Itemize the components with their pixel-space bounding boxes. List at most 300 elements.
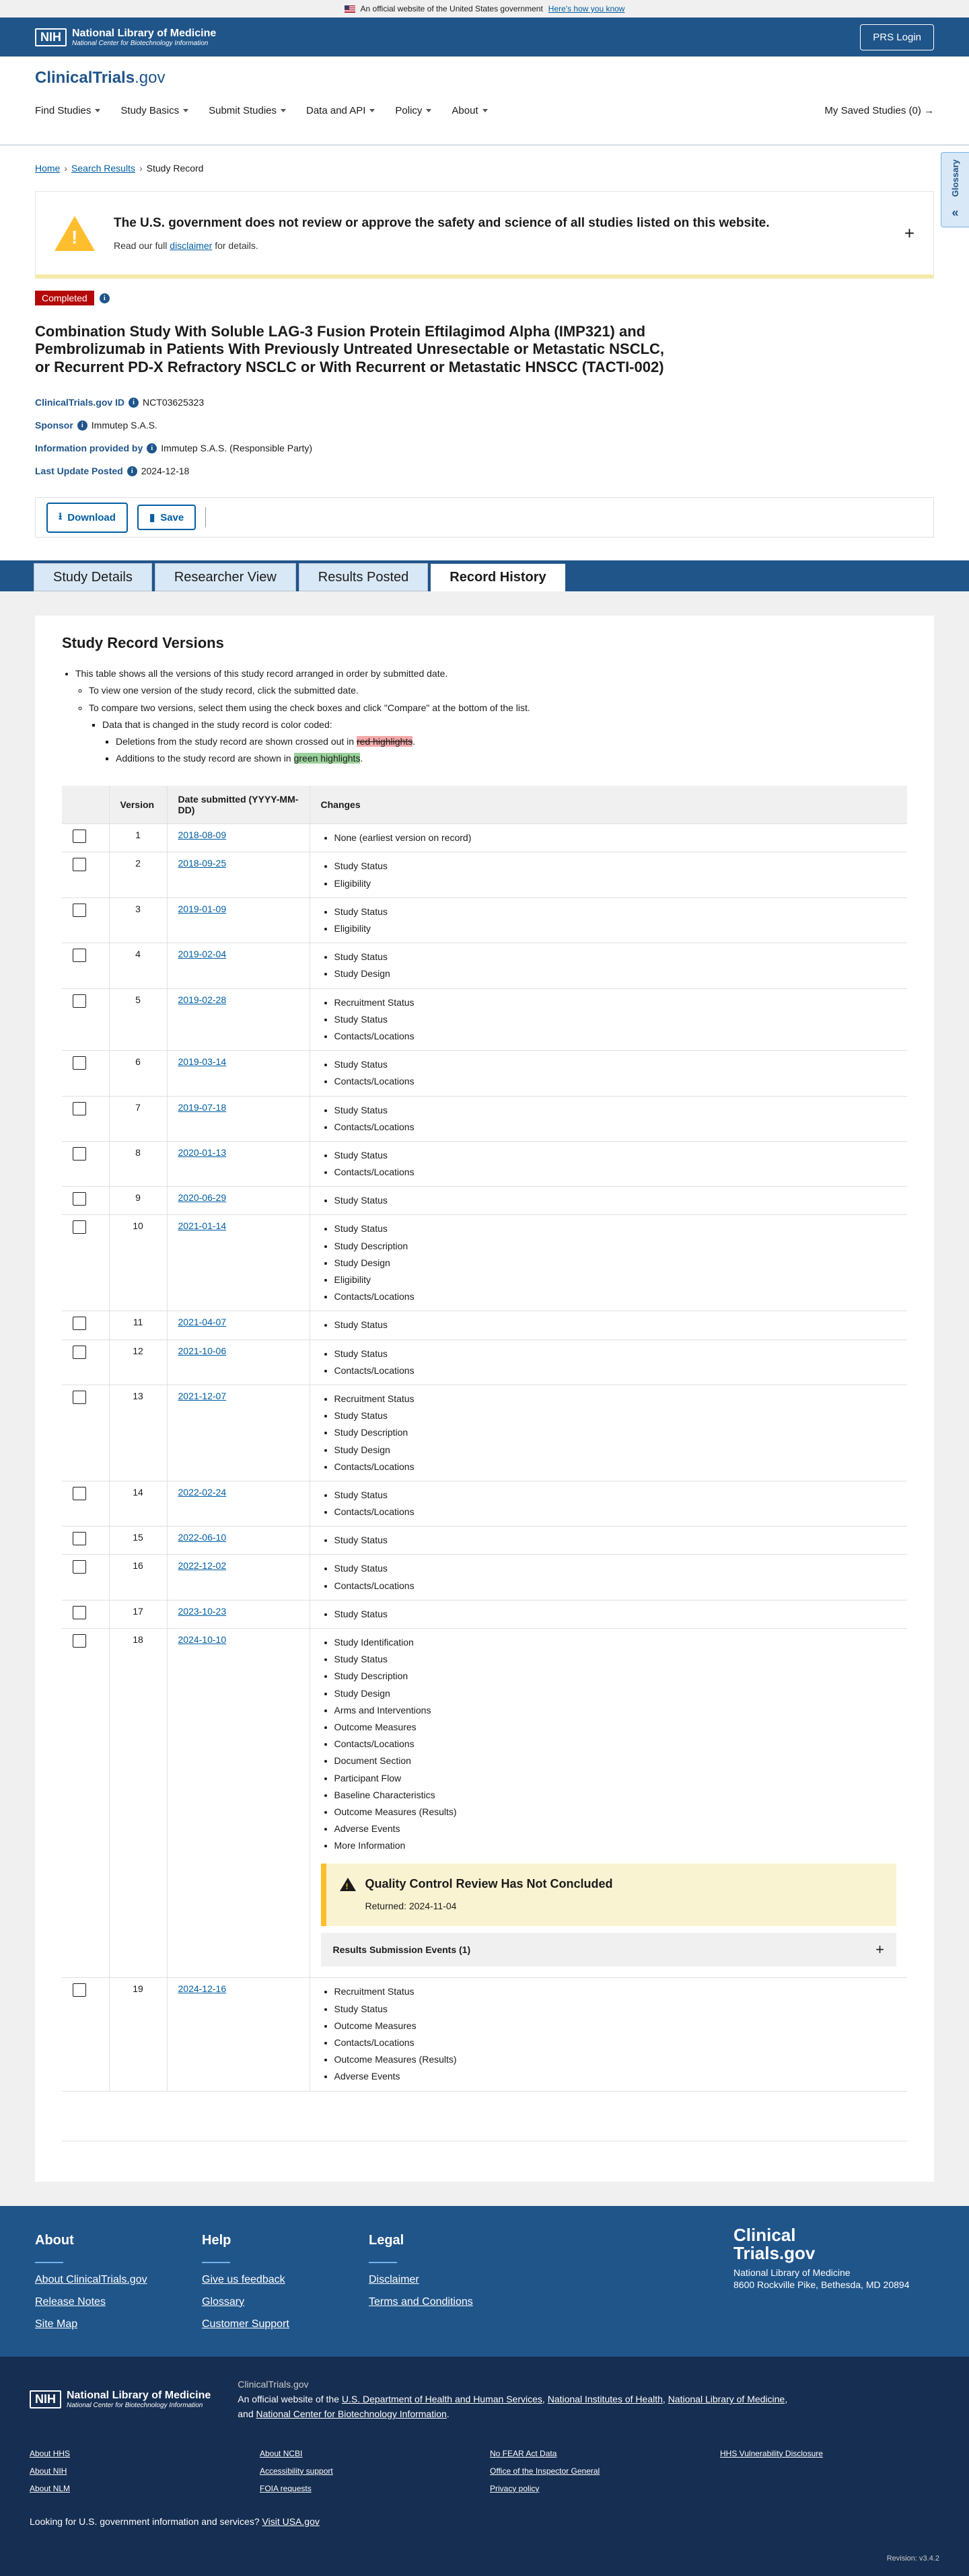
change-item: • Contacts/Locations xyxy=(334,1362,897,1379)
plus-icon: + xyxy=(875,1941,884,1958)
chevron-down-icon xyxy=(426,109,431,112)
provided-by-value: Immutep S.A.S. (Responsible Party) xyxy=(161,443,313,454)
breadcrumb-search-results[interactable]: Search Results xyxy=(71,163,135,174)
chevron-down-icon xyxy=(183,109,188,112)
change-item: • Study Description xyxy=(334,1238,897,1255)
footer-link-about-ct[interactable]: About ClinicalTrials.gov xyxy=(35,2273,147,2285)
results-submission-events-accordion[interactable] xyxy=(321,1933,897,1966)
version-number: 11 xyxy=(109,1311,167,1339)
version-date-link[interactable]: 2019-03-14 xyxy=(178,1056,227,1068)
footer-link-about-ncbi[interactable]: About NCBI xyxy=(260,2448,303,2458)
footer-link-customer-support[interactable]: Customer Support xyxy=(202,2318,289,2330)
change-item: • Outcome Measures (Results) xyxy=(334,2051,897,2068)
last-update-label: Last Update Posted xyxy=(35,466,123,477)
study-page xyxy=(0,145,969,2206)
version-number: 7 xyxy=(109,1096,167,1141)
footer-link-foia[interactable]: FOIA requests xyxy=(260,2483,312,2493)
table-row xyxy=(62,988,907,1051)
nav-find-studies[interactable] xyxy=(35,105,100,116)
footer-link-terms[interactable]: Terms and Conditions xyxy=(369,2295,473,2308)
version-checkbox[interactable] xyxy=(73,1346,86,1359)
prs-login-button[interactable]: PRS Login xyxy=(860,24,934,50)
disclaimer-link[interactable]: disclaimer xyxy=(170,240,213,251)
change-item: • Study Status xyxy=(334,1147,897,1164)
footer-brand-logo[interactable] xyxy=(733,2226,915,2263)
saved-label: My Saved Studies (0) xyxy=(824,105,921,116)
warning-glyph: ! xyxy=(345,1881,349,1891)
change-item: • Outcome Measures xyxy=(334,2018,897,2034)
tab-study-details[interactable]: Study Details xyxy=(34,563,152,591)
table-row xyxy=(62,1187,907,1215)
change-item: • Document Section xyxy=(334,1753,897,1769)
footer-link-site-map[interactable]: Site Map xyxy=(35,2318,78,2330)
version-number: 1 xyxy=(109,824,167,852)
change-item: • Study Status xyxy=(334,1532,897,1549)
link-hhs[interactable]: U.S. Department of Health and Human Services xyxy=(341,2394,542,2404)
tab-researcher-view[interactable]: Researcher View xyxy=(155,563,296,591)
results-events-label: Results Submission Events (1) xyxy=(332,1944,471,1956)
changes-column-header: Changes xyxy=(310,786,907,824)
id-label: ClinicalTrials.gov ID xyxy=(35,397,125,408)
expand-plus-icon[interactable]: + xyxy=(904,223,914,243)
version-checkbox[interactable] xyxy=(73,1634,86,1648)
change-item: • Recruitment Status xyxy=(334,1391,897,1407)
download-label: Download xyxy=(67,511,116,523)
version-checkbox[interactable] xyxy=(73,1391,86,1404)
info-icon[interactable]: i xyxy=(100,293,110,303)
version-number: 18 xyxy=(109,1629,167,1978)
warning-icon xyxy=(340,1878,356,1891)
version-checkbox[interactable] xyxy=(73,1220,86,1234)
footer-link-disclaimer[interactable]: Disclaimer xyxy=(369,2273,419,2285)
change-item: • Recruitment Status xyxy=(334,994,897,1011)
instruction-view-one: ◦ To view one version of the study record, click the submitted date. xyxy=(89,682,907,699)
nav-label: Policy xyxy=(395,105,423,116)
version-number: 5 xyxy=(109,988,167,1051)
arrow-right-icon: → xyxy=(924,105,934,116)
footer-link-accessibility[interactable]: Accessibility support xyxy=(260,2466,333,2476)
version-number: 12 xyxy=(109,1339,167,1385)
gov-banner xyxy=(0,0,969,17)
change-item: • Adverse Events xyxy=(334,1820,897,1837)
change-item: • Study Status xyxy=(334,1192,897,1209)
table-row xyxy=(62,1051,907,1096)
footer-bottom xyxy=(0,2357,969,2576)
table-row xyxy=(62,1141,907,1186)
change-item: • Study Design xyxy=(334,965,897,982)
chevron-down-icon xyxy=(95,109,100,112)
change-item: • Contacts/Locations xyxy=(334,1073,897,1090)
brand-main: ClinicalTrials xyxy=(35,69,135,87)
change-item: • Study Status xyxy=(334,1487,897,1504)
instructions-list xyxy=(62,665,907,767)
disclaimer-post: for details. xyxy=(215,240,258,251)
changes-list xyxy=(321,1487,897,1520)
version-date-link[interactable]: 2019-01-09 xyxy=(178,903,227,914)
breadcrumb xyxy=(0,145,969,186)
instruction-deletions: ▪ Deletions from the study record are shown crossed out in red highlights. xyxy=(116,733,907,750)
change-item: • Recruitment Status xyxy=(334,1983,897,2000)
change-item: • Eligibility xyxy=(334,920,897,937)
version-date-link[interactable]: 2020-06-29 xyxy=(178,1192,227,1204)
table-row xyxy=(62,943,907,988)
link-ncbi[interactable]: National Center for Biotechnology Information xyxy=(256,2408,447,2420)
change-item: • Study Status xyxy=(334,1220,897,1237)
table-row xyxy=(62,1385,907,1481)
download-icon: ⭳ xyxy=(59,510,63,522)
version-date-link[interactable]: 2019-02-28 xyxy=(178,994,227,1005)
site-brand[interactable] xyxy=(35,69,934,87)
change-item: • Study Status xyxy=(334,858,897,875)
version-date-link[interactable]: 2021-12-07 xyxy=(178,1390,227,1401)
version-date-link[interactable]: 2022-02-24 xyxy=(178,1486,227,1498)
official-pre: An official website of the xyxy=(238,2394,339,2404)
usa-pre: Looking for U.S. government information and services? xyxy=(30,2515,260,2527)
change-item: • Contacts/Locations xyxy=(334,1459,897,1475)
version-checkbox[interactable] xyxy=(73,858,86,871)
footer-link-hhs-vuln[interactable]: HHS Vulnerability Disclosure xyxy=(720,2448,823,2458)
changes-list xyxy=(321,1220,897,1305)
change-item: • Outcome Measures xyxy=(334,1719,897,1736)
change-item: • Contacts/Locations xyxy=(334,1736,897,1753)
disclaimer-title: The U.S. government does not review or approve the safety and science of all studies listed on this website. xyxy=(114,215,770,230)
footer-help-column xyxy=(202,2233,369,2357)
version-checkbox[interactable] xyxy=(73,1560,86,1574)
change-item: • Adverse Events xyxy=(334,2068,897,2085)
footer-brand xyxy=(733,2226,915,2291)
change-item: • Study Description xyxy=(334,1668,897,1685)
main-nav xyxy=(35,105,934,116)
footer-address-l1: National Library of Medicine xyxy=(733,2267,851,2279)
changes-list xyxy=(321,1532,897,1549)
footer-about-column xyxy=(35,2233,202,2357)
version-date-link[interactable]: 2019-07-18 xyxy=(178,1101,227,1113)
qc-review-alert xyxy=(321,1864,897,1926)
disclaimer-banner xyxy=(35,191,934,279)
changes-list xyxy=(321,1102,897,1136)
version-date-link[interactable]: 2021-10-06 xyxy=(178,1345,227,1356)
version-date-link[interactable]: 2023-10-23 xyxy=(178,1605,227,1617)
nav-label: Data and API xyxy=(306,105,366,116)
change-item: • Study Status xyxy=(334,1102,897,1119)
record-versions-card xyxy=(35,616,934,2181)
version-date-link[interactable]: 2020-01-13 xyxy=(178,1146,227,1158)
nav-label: Submit Studies xyxy=(209,105,277,116)
breadcrumb-separator: › xyxy=(64,163,68,174)
record-versions-heading: Study Record Versions xyxy=(62,634,224,652)
version-checkbox[interactable] xyxy=(73,1102,86,1115)
version-date-link[interactable]: 2024-10-10 xyxy=(178,1634,227,1646)
usa-gov-line xyxy=(30,2516,939,2527)
version-number: 3 xyxy=(109,897,167,943)
version-checkbox[interactable] xyxy=(73,904,86,917)
changes-list xyxy=(321,1056,897,1090)
heres-how-you-know-link[interactable]: Here's how you know xyxy=(548,4,625,13)
site-header xyxy=(0,57,969,145)
version-number: 16 xyxy=(109,1555,167,1600)
changes-list xyxy=(321,1147,897,1181)
table-row xyxy=(62,1311,907,1339)
bookmark-icon: ▮ xyxy=(149,512,155,524)
qc-returned-date: Returned: 2024-11-04 xyxy=(365,1901,457,1912)
action-bar xyxy=(35,497,934,538)
info-icon[interactable]: i xyxy=(127,466,137,476)
disclaimer-pre: Read our full xyxy=(114,240,168,251)
change-item: • More Information xyxy=(334,1837,897,1854)
version-date-link[interactable]: 2021-04-07 xyxy=(178,1317,227,1328)
status-badge: Completed xyxy=(35,291,94,305)
footer-link-inspector-general[interactable]: Office of the Inspector General xyxy=(490,2466,600,2476)
official-and: and xyxy=(238,2408,254,2420)
changes-list xyxy=(321,1560,897,1594)
changes-list xyxy=(321,1346,897,1379)
version-checkbox[interactable] xyxy=(73,994,86,1008)
link-nlm[interactable]: National Library of Medicine xyxy=(668,2394,785,2404)
chevron-down-icon xyxy=(482,109,488,112)
tab-results-posted[interactable]: Results Posted xyxy=(299,563,429,591)
change-item: • Study Status xyxy=(334,1056,897,1073)
change-item: • Study Status xyxy=(334,1346,897,1362)
glossary-label: Glossary xyxy=(950,159,960,197)
us-flag-icon xyxy=(345,5,355,13)
footer-legal-column xyxy=(369,2233,536,2357)
footer-link-glossary[interactable]: Glossary xyxy=(202,2295,245,2308)
version-date-link[interactable]: 2021-01-14 xyxy=(178,1220,227,1232)
change-item: • Contacts/Locations xyxy=(334,1028,897,1045)
changes-list xyxy=(321,1634,897,1854)
version-number: 15 xyxy=(109,1526,167,1555)
nav-label: Find Studies xyxy=(35,105,92,116)
change-item: • Study Status xyxy=(334,1606,897,1623)
version-checkbox[interactable] xyxy=(73,1487,86,1500)
disclaimer-text xyxy=(114,240,770,251)
footer-link-release-notes[interactable]: Release Notes xyxy=(35,2295,106,2308)
change-item: • Eligibility xyxy=(334,875,897,892)
divider xyxy=(205,507,206,527)
version-checkbox[interactable] xyxy=(73,830,86,843)
version-checkbox[interactable] xyxy=(73,949,86,962)
nav-study-basics[interactable] xyxy=(120,105,188,116)
save-button[interactable] xyxy=(137,505,196,530)
download-button[interactable] xyxy=(46,503,128,533)
study-tabs xyxy=(0,560,969,591)
table-row xyxy=(62,1629,907,1978)
change-item: • Study Identification xyxy=(334,1634,897,1651)
official-website-text: ClinicalTrials.gov An official website of the U.S. Department of Health and Human Services, National Institutes of Health, National Library of Medicine, and National Center for Biotechnology Information. xyxy=(238,2377,787,2422)
table-row xyxy=(62,1555,907,1600)
footer-link-feedback[interactable]: Give us feedback xyxy=(202,2273,285,2285)
change-item: • Baseline Characteristics xyxy=(334,1787,897,1804)
chevron-left-icon: « xyxy=(952,206,959,220)
version-checkbox[interactable] xyxy=(73,1147,86,1161)
info-icon[interactable]: i xyxy=(77,420,87,431)
info-icon[interactable]: i xyxy=(147,443,157,453)
breadcrumb-home[interactable]: Home xyxy=(35,163,61,174)
study-id: NCT03625323 xyxy=(143,397,205,408)
select-column-header xyxy=(62,786,109,824)
version-number: 8 xyxy=(109,1141,167,1186)
version-checkbox[interactable] xyxy=(73,1056,86,1070)
table-row xyxy=(62,1215,907,1311)
official-site-name: ClinicalTrials.gov xyxy=(238,2378,309,2390)
ncbi-subtitle: National Center for Biotechnology Information xyxy=(67,2401,203,2409)
instruction-additions: ▪ Additions to the study record are shown in green highlights. xyxy=(116,750,907,767)
changes-list xyxy=(321,1317,897,1333)
footer-address xyxy=(733,2267,915,2291)
chevron-down-icon xyxy=(369,109,375,112)
footer-address-l2: 8600 Rockville Pike, Bethesda, MD 20894 xyxy=(733,2279,910,2291)
table-row xyxy=(62,824,907,852)
version-column-header: Version xyxy=(109,786,167,824)
table-row xyxy=(62,1600,907,1628)
qc-title: Quality Control Review Has Not Concluded xyxy=(365,1877,613,1891)
version-checkbox[interactable] xyxy=(73,1606,86,1619)
table-row xyxy=(62,1481,907,1526)
table-footer-row xyxy=(62,2091,907,2141)
change-item: • Contacts/Locations xyxy=(334,1288,897,1305)
changes-list xyxy=(321,904,897,937)
nih-logo[interactable] xyxy=(35,28,216,47)
version-number: 10 xyxy=(109,1215,167,1311)
warning-icon xyxy=(55,216,95,251)
green-highlight-sample: green highlights xyxy=(293,753,361,764)
deletions-text: Deletions from the study record are shown crossed out in xyxy=(116,735,355,747)
change-item: • Study Status xyxy=(334,904,897,920)
version-checkbox[interactable] xyxy=(73,1983,86,1997)
study-meta xyxy=(35,391,934,482)
changes-list xyxy=(321,1192,897,1209)
change-item: • Participant Flow xyxy=(334,1770,897,1787)
last-update-value: 2024-12-18 xyxy=(141,466,190,477)
ncbi-subtitle: National Center for Biotechnology Information xyxy=(72,39,209,47)
additions-text: Additions to the study record are shown in xyxy=(116,753,291,764)
change-item: • Contacts/Locations xyxy=(334,1119,897,1136)
usa-gov-link[interactable]: Visit USA.gov xyxy=(262,2515,320,2527)
my-saved-studies-link[interactable] xyxy=(824,105,934,116)
change-item: • None (earliest version on record) xyxy=(334,830,897,846)
nav-policy[interactable] xyxy=(395,105,431,116)
nih-logo-box: NIH xyxy=(35,28,67,46)
table-row xyxy=(62,852,907,897)
date-column-header: Date submitted (YYYY-MM-DD) xyxy=(167,786,310,824)
version-date-link[interactable]: 2022-12-02 xyxy=(178,1560,227,1572)
versions-table xyxy=(62,786,907,2141)
nav-data-and-api[interactable] xyxy=(306,105,375,116)
nav-label: Study Basics xyxy=(120,105,180,116)
change-item: • Contacts/Locations xyxy=(334,1164,897,1181)
link-nih[interactable]: National Institutes of Health xyxy=(547,2394,663,2404)
breadcrumb-separator: › xyxy=(139,163,143,174)
record-history-section xyxy=(0,591,969,2205)
change-item: • Contacts/Locations xyxy=(334,2034,897,2051)
version-date-link[interactable]: 2024-12-16 xyxy=(178,1983,227,1995)
version-date-link[interactable]: 2022-06-10 xyxy=(178,1532,227,1543)
study-header xyxy=(0,279,969,482)
changes-list xyxy=(321,858,897,891)
change-item: • Study Design xyxy=(334,1255,897,1272)
change-item: • Study Status xyxy=(334,1560,897,1577)
glossary-tab[interactable] xyxy=(941,152,969,227)
change-item: • Study Status xyxy=(334,1011,897,1028)
chevron-down-icon xyxy=(281,109,286,112)
version-date-link[interactable]: 2018-08-09 xyxy=(178,830,227,841)
changes-list xyxy=(321,830,897,846)
nih-logo-box: NIH xyxy=(30,2390,61,2408)
save-label: Save xyxy=(160,511,184,523)
changes-list xyxy=(321,994,897,1045)
version-number: 13 xyxy=(109,1385,167,1481)
change-item: • Study Description xyxy=(334,1424,897,1441)
info-icon[interactable]: i xyxy=(129,398,139,408)
changes-list xyxy=(321,1391,897,1475)
nih-header xyxy=(0,17,969,57)
change-item: • Arms and Interventions xyxy=(334,1702,897,1719)
versions-table-body xyxy=(62,824,907,2141)
version-number: 9 xyxy=(109,1187,167,1215)
version-number: 2 xyxy=(109,852,167,897)
instruction-intro: • This table shows all the versions of this study record arranged in order by submitted date. xyxy=(75,665,907,682)
sponsor-label: Sponsor xyxy=(35,420,73,431)
table-row xyxy=(62,897,907,943)
version-number: 4 xyxy=(109,943,167,988)
provided-by-label: Information provided by xyxy=(35,443,143,454)
revision-label: Revision: v3.4.2 xyxy=(886,2554,939,2563)
version-checkbox[interactable] xyxy=(73,1532,86,1545)
change-item: • Study Status xyxy=(334,1317,897,1333)
instruction-compare: ◦ To compare two versions, select them using the check boxes and click "Compare" at the bottom of the list. xyxy=(89,700,907,716)
nav-label: About xyxy=(452,105,478,116)
version-checkbox[interactable] xyxy=(73,1317,86,1330)
footer-help-heading: Help xyxy=(202,2232,231,2248)
version-date-link[interactable]: 2018-09-25 xyxy=(178,858,227,869)
table-row xyxy=(62,1096,907,1141)
table-row xyxy=(62,1526,907,1555)
study-title: Combination Study With Soluble LAG-3 Fusion Protein Eftilagimod Alpha (IMP321) and Pembrolizumab in Patients With Previously Untreated Unresectable or Metastatic NSCLC, or Recurrent PD-X Refractory NSCLC or With Recurrent or Metastatic HNSCC (TACTI-002) xyxy=(35,323,665,375)
change-item: • Contacts/Locations xyxy=(334,1578,897,1594)
gov-banner-text: An official website of the United States government xyxy=(360,4,543,13)
version-number: 14 xyxy=(109,1481,167,1526)
change-item: • Study Status xyxy=(334,1651,897,1668)
footer-link-about-nlm[interactable]: About NLM xyxy=(30,2483,71,2493)
footer-brand-l2: Trials.gov xyxy=(733,2242,816,2263)
change-item: • Eligibility xyxy=(334,1272,897,1288)
change-item: • Outcome Measures (Results) xyxy=(334,1804,897,1820)
version-checkbox[interactable] xyxy=(73,1192,86,1206)
footer-link-about-hhs[interactable]: About HHS xyxy=(30,2448,71,2458)
red-highlight-sample: red highlights xyxy=(356,735,413,747)
change-item: • Study Design xyxy=(334,1685,897,1702)
nlm-title: National Library of Medicine xyxy=(72,27,217,39)
footer-brand-l1: Clinical xyxy=(733,2224,796,2245)
tab-record-history[interactable]: Record History xyxy=(431,562,565,591)
change-item: • Study Status xyxy=(334,1407,897,1424)
warning-glyph: ! xyxy=(71,226,78,248)
footer-link-about-nih[interactable]: About NIH xyxy=(30,2466,67,2476)
nav-submit-studies[interactable] xyxy=(209,105,286,116)
breadcrumb-current: Study Record xyxy=(146,163,204,174)
version-number: 17 xyxy=(109,1600,167,1628)
footer-nih-logo[interactable] xyxy=(30,2377,211,2422)
nav-about[interactable] xyxy=(452,105,487,116)
brand-suffix: .gov xyxy=(135,69,166,87)
footer-link-privacy[interactable]: Privacy policy xyxy=(490,2483,540,2493)
version-number: 6 xyxy=(109,1051,167,1096)
nlm-title: National Library of Medicine xyxy=(67,2389,211,2401)
footer-link-no-fear[interactable]: No FEAR Act Data xyxy=(490,2448,557,2458)
version-date-link[interactable]: 2019-02-04 xyxy=(178,949,227,960)
changes-list xyxy=(321,1983,897,2085)
instruction-color-coded: ▪ Data that is changed in the study record is color coded: xyxy=(102,716,907,733)
